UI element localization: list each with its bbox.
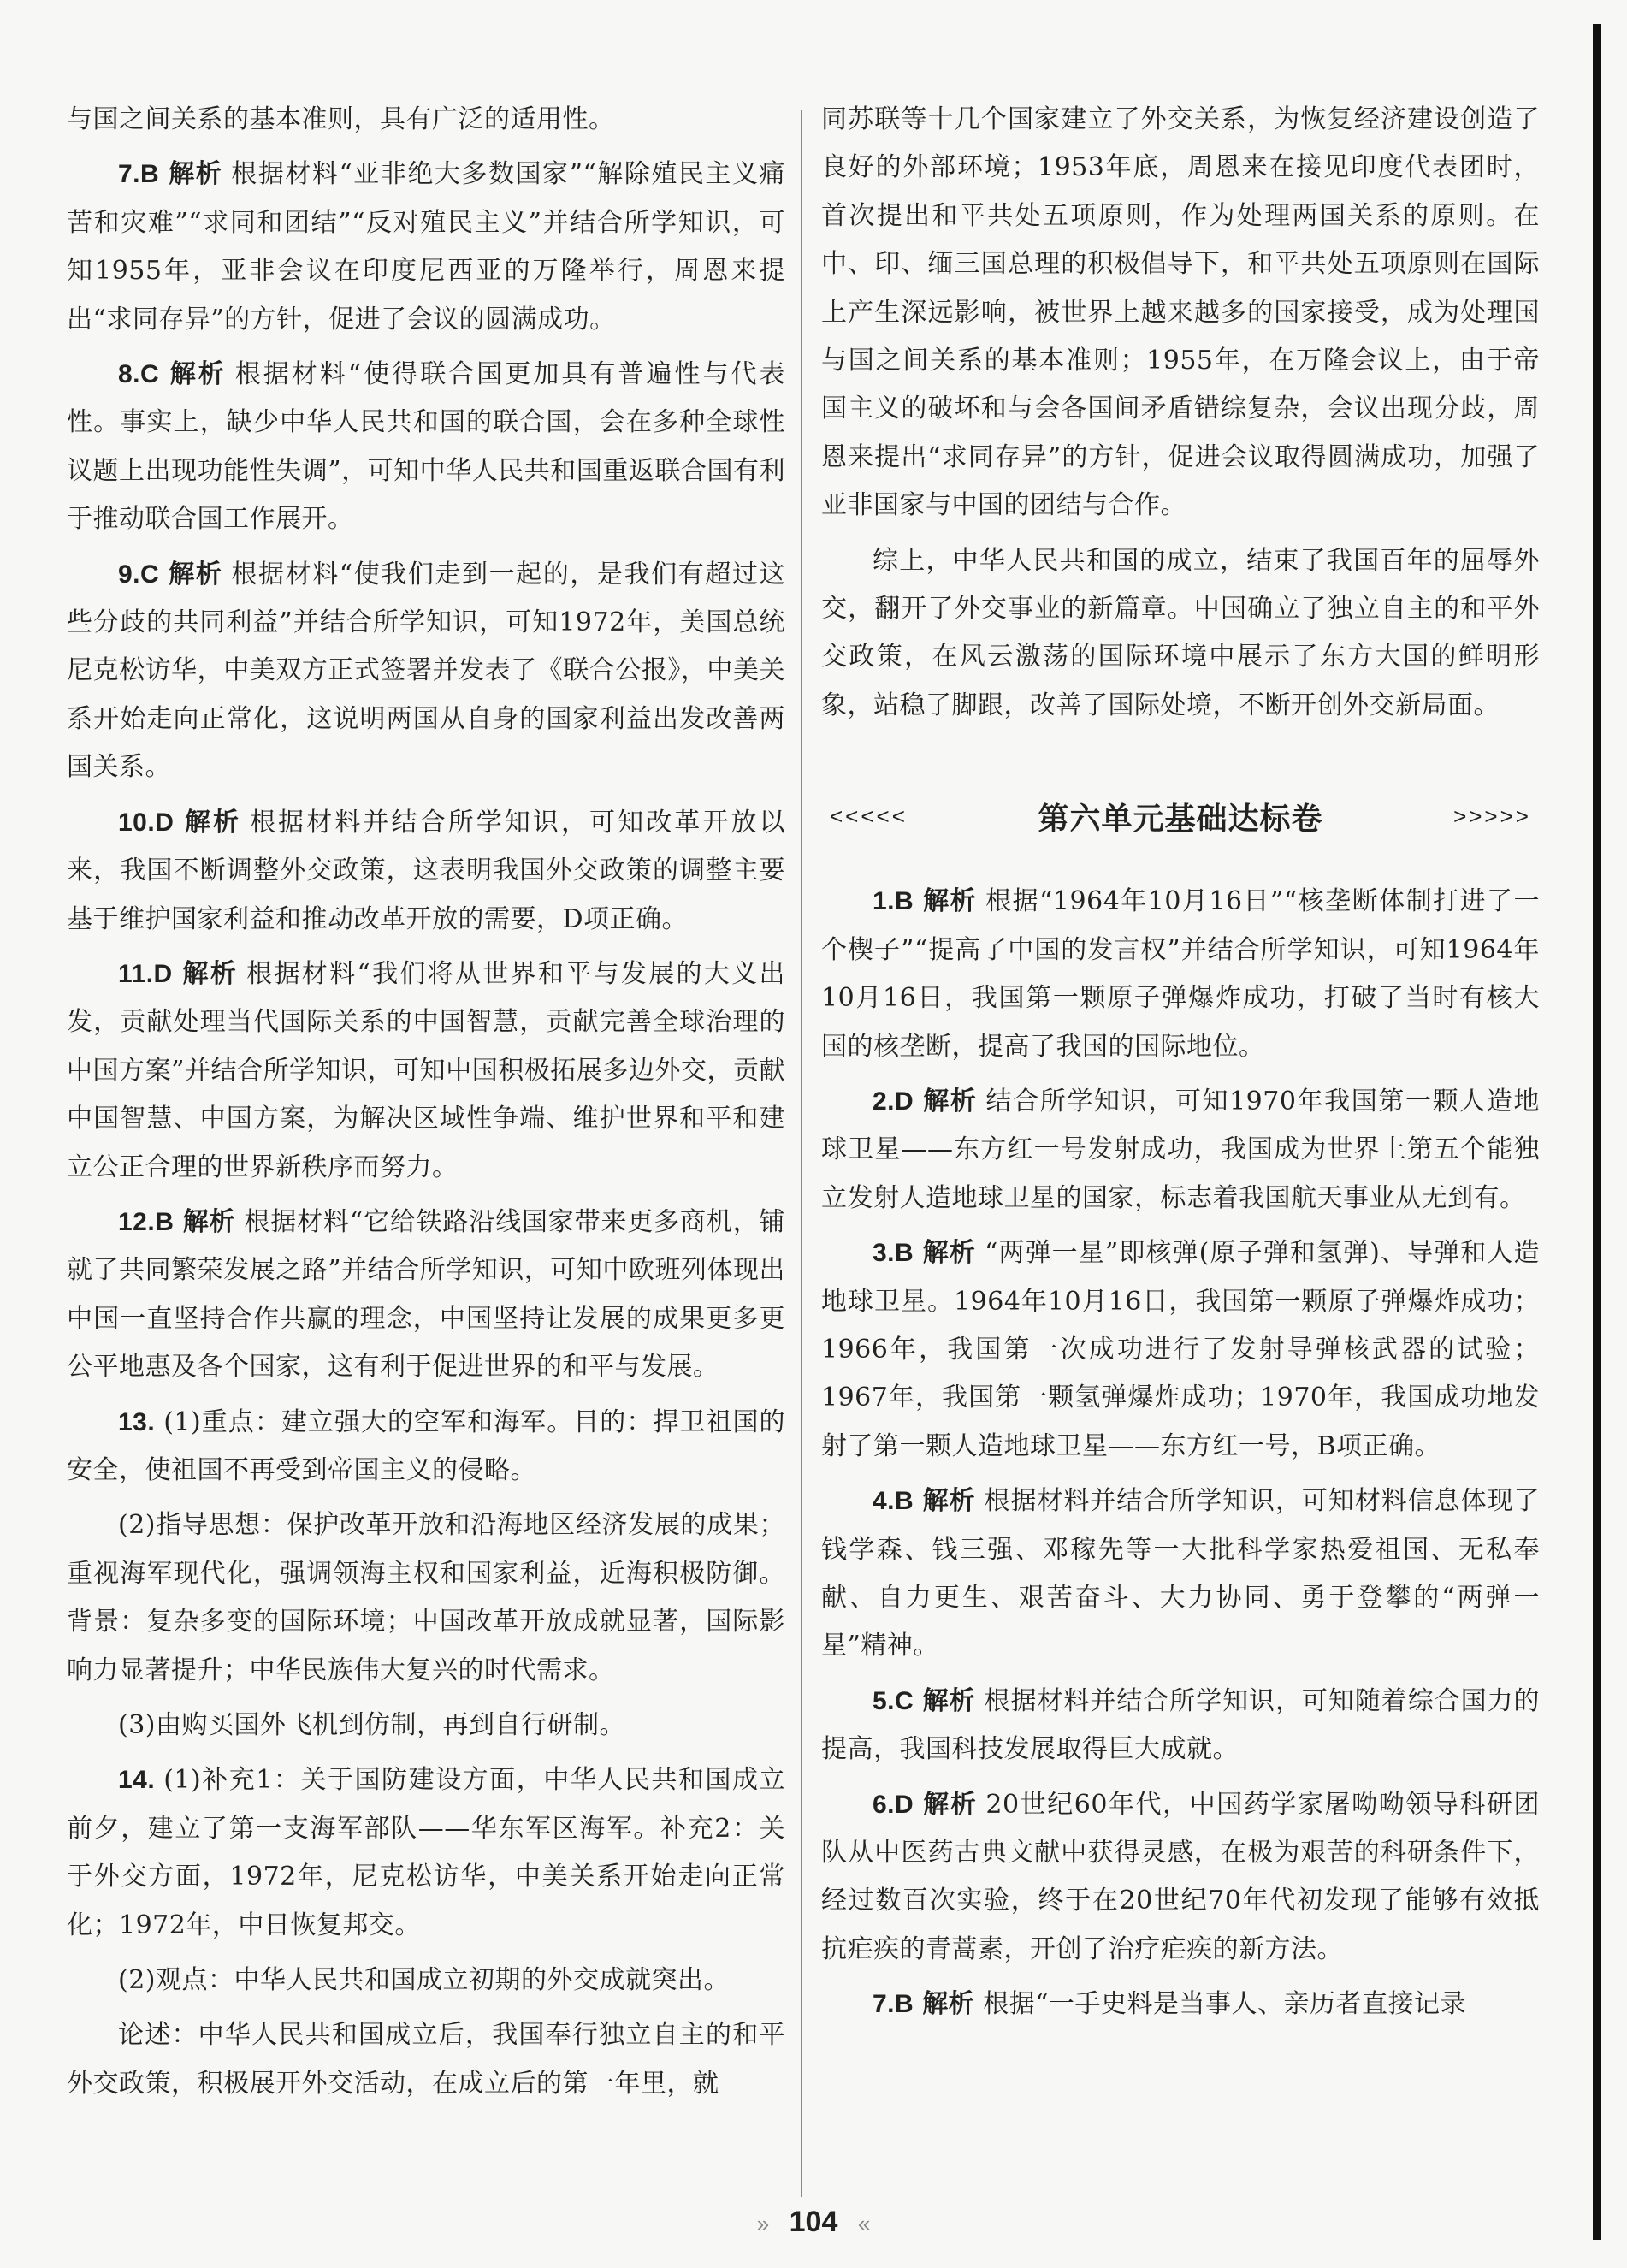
answer-paragraph xyxy=(821,96,1540,530)
analysis-label: 解析 xyxy=(922,887,978,916)
answer-text: 与国之间关系的基本准则，具有广泛的适用性。 xyxy=(67,104,615,134)
answer-paragraph xyxy=(67,151,785,344)
answer-text: 根据材料“我们将从世界和平与发展的大义出发，贡献处理当代国际关系的中国智慧，贡献完善全球治理的中国方案”并结合所学知识，可知中国积极拓展多边外交，贡献中国智慧、中国方案，为解决区域性争端、维护世界和平和建立公正合理的世界新秩序而努力。 xyxy=(67,958,785,1182)
answer-paragraph xyxy=(67,799,785,944)
answer-text: (1)重点：建立强大的空军和海军。目的：捍卫祖国的安全，使祖国不再受到帝国主义的侵略。 xyxy=(67,1406,785,1485)
answer-paragraph xyxy=(821,878,1540,1071)
section-header xyxy=(830,795,1531,838)
question-number: 14. xyxy=(118,1766,156,1795)
answer-text: 根据材料并结合所学知识，可知随着综合国力的提高，我国科技发展取得巨大成就。 xyxy=(821,1685,1541,1765)
answer-paragraph xyxy=(67,1957,785,2004)
answer-text: 根据材料并结合所学知识，可知材料信息体现了钱学森、钱三强、邓稼先等一大批科学家热爱祖国、无私奉献、自力更生、艰苦奋斗、大力协同、勇于登攀的“两弹一星”精神。 xyxy=(821,1486,1541,1661)
question-number: 12.B xyxy=(118,1207,175,1236)
answer-paragraph xyxy=(67,1501,785,1695)
analysis-label: 解析 xyxy=(922,1239,977,1268)
answer-paragraph xyxy=(67,1756,785,1950)
right-column xyxy=(821,96,1540,2036)
answer-text: “两弹一星”即核弹(原子弹和氢弹)、导弹和人造地球卫星。1964年10月16日，我国第一颗原子弹爆炸成功；1966年，我国第一次成功进行了发射导弹核武器的试验；1967年，我国第一颗氢弹爆炸成功；1970年，我国成功地发射了第一颗人造地球卫星——东方红一号，B项正确。 xyxy=(821,1238,1540,1461)
left-column xyxy=(67,96,785,2115)
section-arrows-left: <<<<< xyxy=(830,803,908,830)
answer-text: 根据“1964年10月16日”“核垄断体制打进了一个楔子”“提高了中国的发言权”并结合所学知识，可知1964年10月16日，我国第一颗原子弹爆炸成功，打破了当时有核大国的核垄断，提高了我国的国际地位。 xyxy=(821,886,1541,1062)
answer-text: 同苏联等十几个国家建立了外交关系，为恢复经济建设创造了良好的外部环境；1953年底，周恩来在接见印度代表团时，首次提出和平共处五项原则，作为处理两国关系的原则。在中、印、缅三国总理的积极倡导下，和平共处五项原则在国际上产生深远影响，被世界上越来越多的国家接受，成为处理国与国之间关系的基本准则；1955年，在万隆会议上，由于帝国主义的破坏和与会各国间矛盾错综复杂，会议出现分歧，周恩来提出“求同存异”的方针，促进会议取得圆满成功，加强了亚非国家与中国的团结与合作。 xyxy=(821,104,1540,521)
question-number: 13. xyxy=(118,1407,156,1436)
question-number: 2.D xyxy=(873,1087,914,1116)
question-number: 10.D xyxy=(118,808,175,837)
answer-text: (3)由购买国外飞机到仿制，再到自行研制。 xyxy=(118,1710,625,1740)
answer-text: (2)观点：中华人民共和国成立初期的外交成就突出。 xyxy=(118,1965,730,1996)
question-number: 6.D xyxy=(873,1790,914,1819)
answer-text: 论述：中华人民共和国成立后，我国奉行独立自主的和平外交政策，积极展开外交活动，在成立后的第一年里，就 xyxy=(67,2020,785,2099)
answer-text: 根据材料“使我们走到一起的，是我们有超过这些分歧的共同利益”并结合所学知识，可知1972年，美国总统尼克松访华，中美双方正式签署并发表了《联合公报》，中美关系开始走向正常化，这说明两国从自身的国家利益出发改善两国关系。 xyxy=(67,559,786,783)
answer-text: (2)指导思想：保护改革开放和沿海地区经济发展的成果；重视海军现代化，强调领海主权和国家利益，近海积极防御。背景：复杂多变的国际环境；中国改革开放成就显著，国际影响力显著提升；中华民族伟大复兴的时代需求。 xyxy=(67,1510,785,1685)
question-number: 4.B xyxy=(873,1487,914,1516)
question-number: 11.D xyxy=(118,959,173,988)
section-arrows-right: >>>>> xyxy=(1453,803,1531,830)
analysis-label: 解析 xyxy=(922,1990,975,2019)
analysis-label: 解析 xyxy=(168,160,223,189)
answer-text: 根据材料“使得联合国更加具有普遍性与代表性。事实上，缺少中华人民共和国的联合国，会在多种全球性议题上出现功能性失调”，可知中华人民共和国重返联合国有利于推动联合国工作展开。 xyxy=(67,359,786,535)
answer-text: 20世纪60年代，中国药学家屠呦呦领导科研团队从中医药古典文献中获得灵感，在极为艰苦的科研条件下，经过数百次实验，终于在20世纪70年代初发现了能够有效抵抗疟疾的青蒿素，开创了治疗疟疾的新方法。 xyxy=(821,1789,1540,1964)
section-title: 第六单元基础达标卷 xyxy=(1038,802,1323,838)
page-edge-bar xyxy=(1593,24,1601,2240)
analysis-label: 解析 xyxy=(168,360,227,389)
answer-paragraph xyxy=(821,1781,1540,1975)
footer-chevron-right: « xyxy=(857,2211,871,2236)
answer-paragraph xyxy=(67,1702,785,1750)
page-footer xyxy=(0,2206,1627,2239)
answer-text: (1)补充1：关于国防建设方面，中华人民共和国成立前夕，建立了第一支海军部队——华东军区海军。补充2：关于外交方面，1972年，尼克松访华，中美关系开始走向正常化；1972年，中日恢复邦交。 xyxy=(67,1765,785,1940)
analysis-label: 解析 xyxy=(180,959,239,988)
question-number: 1.B xyxy=(873,887,914,916)
answer-paragraph xyxy=(67,551,785,792)
answer-paragraph xyxy=(67,2011,785,2108)
question-number: 3.B xyxy=(873,1239,914,1268)
analysis-label: 解析 xyxy=(168,560,223,589)
answer-paragraph xyxy=(67,96,785,144)
right-column-bottom xyxy=(821,878,1540,2028)
analysis-label: 解析 xyxy=(922,1087,978,1116)
right-column-top xyxy=(821,96,1540,730)
answer-paragraph xyxy=(821,1678,1540,1774)
column-divider xyxy=(801,110,802,2197)
question-number: 9.C xyxy=(118,560,160,589)
answer-paragraph xyxy=(821,1078,1540,1223)
question-number: 8.C xyxy=(118,360,160,389)
analysis-label: 解析 xyxy=(182,1207,236,1236)
analysis-label: 解析 xyxy=(922,1790,978,1819)
answer-text: 根据材料“亚非绝大多数国家”“解除殖民主义痛苦和灾难”“求同和团结”“反对殖民主义”并结合所学知识，可知1955年，亚非会议在印度尼西亚的万隆举行，周恩来提出“求同存异”的方针，促进了会议的圆满成功。 xyxy=(67,159,785,335)
answer-paragraph xyxy=(821,537,1540,731)
page-number: 104 xyxy=(789,2206,838,2238)
answer-text: 结合所学知识，可知1970年我国第一颗人造地球卫星——东方红一号发射成功，我国成为世界上第五个能独立发射人造地球卫星的国家，标志着我国航天事业从无到有。 xyxy=(821,1086,1540,1213)
analysis-label: 解析 xyxy=(922,1487,976,1516)
answer-paragraph xyxy=(67,1199,785,1392)
answer-paragraph xyxy=(67,1399,785,1495)
footer-chevron-left: » xyxy=(756,2211,770,2236)
answer-text: 根据材料“它给铁路沿线国家带来更多商机，铺就了共同繁荣发展之路”并结合所学知识，可知中欧班列体现出中国一直坚持合作共赢的理念，中国坚持让发展的成果更多更公平地惠及各个国家，这有利于促进世界的和平与发展。 xyxy=(67,1206,785,1383)
answer-paragraph xyxy=(67,950,785,1192)
answer-text: 根据材料并结合所学知识，可知改革开放以来，我国不断调整外交政策，这表明我国外交政策的调整主要基于维护国家利益和推动改革开放的需要，D项正确。 xyxy=(67,807,786,934)
answer-paragraph xyxy=(821,1229,1540,1471)
answer-text: 综上，中华人民共和国的成立，结束了我国百年的屈辱外交，翻开了外交事业的新篇章。中国确立了独立自主的和平外交政策，在风云激荡的国际环境中展示了东方大国的鲜明形象，站稳了脚跟，改善了国际处境，不断开创外交新局面。 xyxy=(821,545,1540,720)
answer-paragraph xyxy=(67,351,785,544)
answer-text: 根据“一手史料是当事人、亲历者直接记录 xyxy=(983,1989,1467,2020)
answer-paragraph xyxy=(821,1981,1540,2028)
answer-paragraph xyxy=(821,1477,1540,1671)
question-number: 5.C xyxy=(873,1686,914,1715)
analysis-label: 解析 xyxy=(922,1686,976,1715)
analysis-label: 解析 xyxy=(182,808,242,837)
question-number: 7.B xyxy=(118,160,160,189)
question-number: 7.B xyxy=(873,1990,914,2019)
